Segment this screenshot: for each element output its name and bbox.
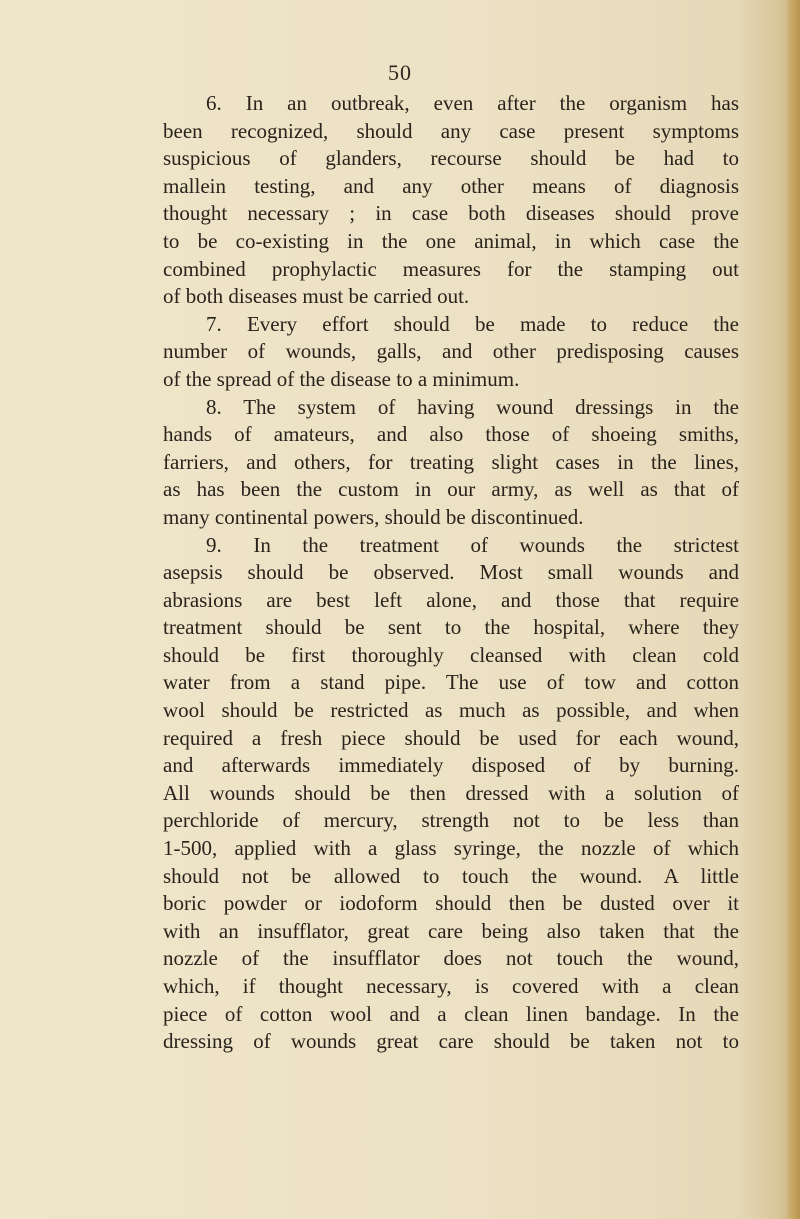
text-line: number of wounds, galls, and other predisposing causes bbox=[163, 339, 739, 364]
text-line: should be first thoroughly cleansed with clean cold bbox=[163, 642, 739, 667]
text-line: with an insufflator, great care being also taken that the bbox=[163, 918, 739, 943]
text-line: dressing of wounds great care should be taken not to bbox=[163, 1029, 739, 1054]
text-line: 6. In an outbreak, even after the organism has bbox=[206, 91, 739, 115]
text-line: asepsis should be observed. Most small wounds and bbox=[163, 560, 739, 585]
text-line: All wounds should be then dressed with a solution of bbox=[163, 780, 739, 805]
text-line: water from a stand pipe. The use of tow and cotton bbox=[163, 670, 739, 695]
text-line: been recognized, should any case present symptoms bbox=[163, 118, 739, 143]
text-line: mallein testing, and any other means of diagnosis bbox=[163, 173, 739, 198]
text-line: many continental powers, should be discontinued. bbox=[163, 504, 584, 529]
text-line: suspicious of glanders, recourse should be had to bbox=[163, 146, 739, 171]
text-line: required a fresh piece should be used for each wound, bbox=[163, 725, 739, 750]
text-line: which, if thought necessary, is covered with a clean bbox=[163, 974, 739, 998]
text-line: wool should be restricted as much as possible, and when bbox=[163, 698, 739, 723]
page-number: 50 bbox=[388, 60, 412, 85]
text-line: should not be allowed to touch the wound. A little bbox=[163, 863, 739, 888]
text-line: abrasions are best left alone, and those that require bbox=[163, 587, 739, 612]
text-line: of both diseases must be carried out. bbox=[163, 284, 470, 309]
text-line: thought necessary ; in case both diseases should prove bbox=[163, 201, 739, 226]
text-line: piece of cotton wool and a clean linen bandage. In the bbox=[163, 1001, 739, 1026]
text-line: 7. Every effort should be made to reduce the bbox=[206, 311, 739, 336]
body-text bbox=[163, 90, 739, 1056]
text-line: treatment should be sent to the hospital, where they bbox=[163, 615, 739, 640]
text-line: hands of amateurs, and also those of shoeing smiths, bbox=[163, 422, 739, 447]
text-line: of the spread of the disease to a minimum. bbox=[163, 366, 520, 391]
text-line: as has been the custom in our army, as well as that of bbox=[163, 477, 739, 502]
text-line: nozzle of the insufflator does not touch the wound, bbox=[163, 946, 739, 971]
text-line: and afterwards immediately disposed of by burning. bbox=[163, 753, 739, 778]
text-line: farriers, and others, for treating slight cases in the lines, bbox=[163, 449, 739, 474]
text-line: 8. The system of having wound dressings in the bbox=[206, 394, 739, 419]
page-edge-shadow bbox=[786, 0, 800, 1219]
text-line: boric powder or iodoform should then be dusted over it bbox=[163, 891, 739, 916]
text-line: combined prophylactic measures for the stamping out bbox=[163, 256, 739, 281]
text-line: to be co-existing in the one animal, in which case the bbox=[163, 228, 739, 253]
text-line: perchloride of mercury, strength not to be less than bbox=[163, 808, 739, 833]
text-line: 1-500, applied with a glass syringe, the nozzle of which bbox=[163, 836, 739, 861]
text-line: 9. In the treatment of wounds the strictest bbox=[206, 532, 739, 557]
